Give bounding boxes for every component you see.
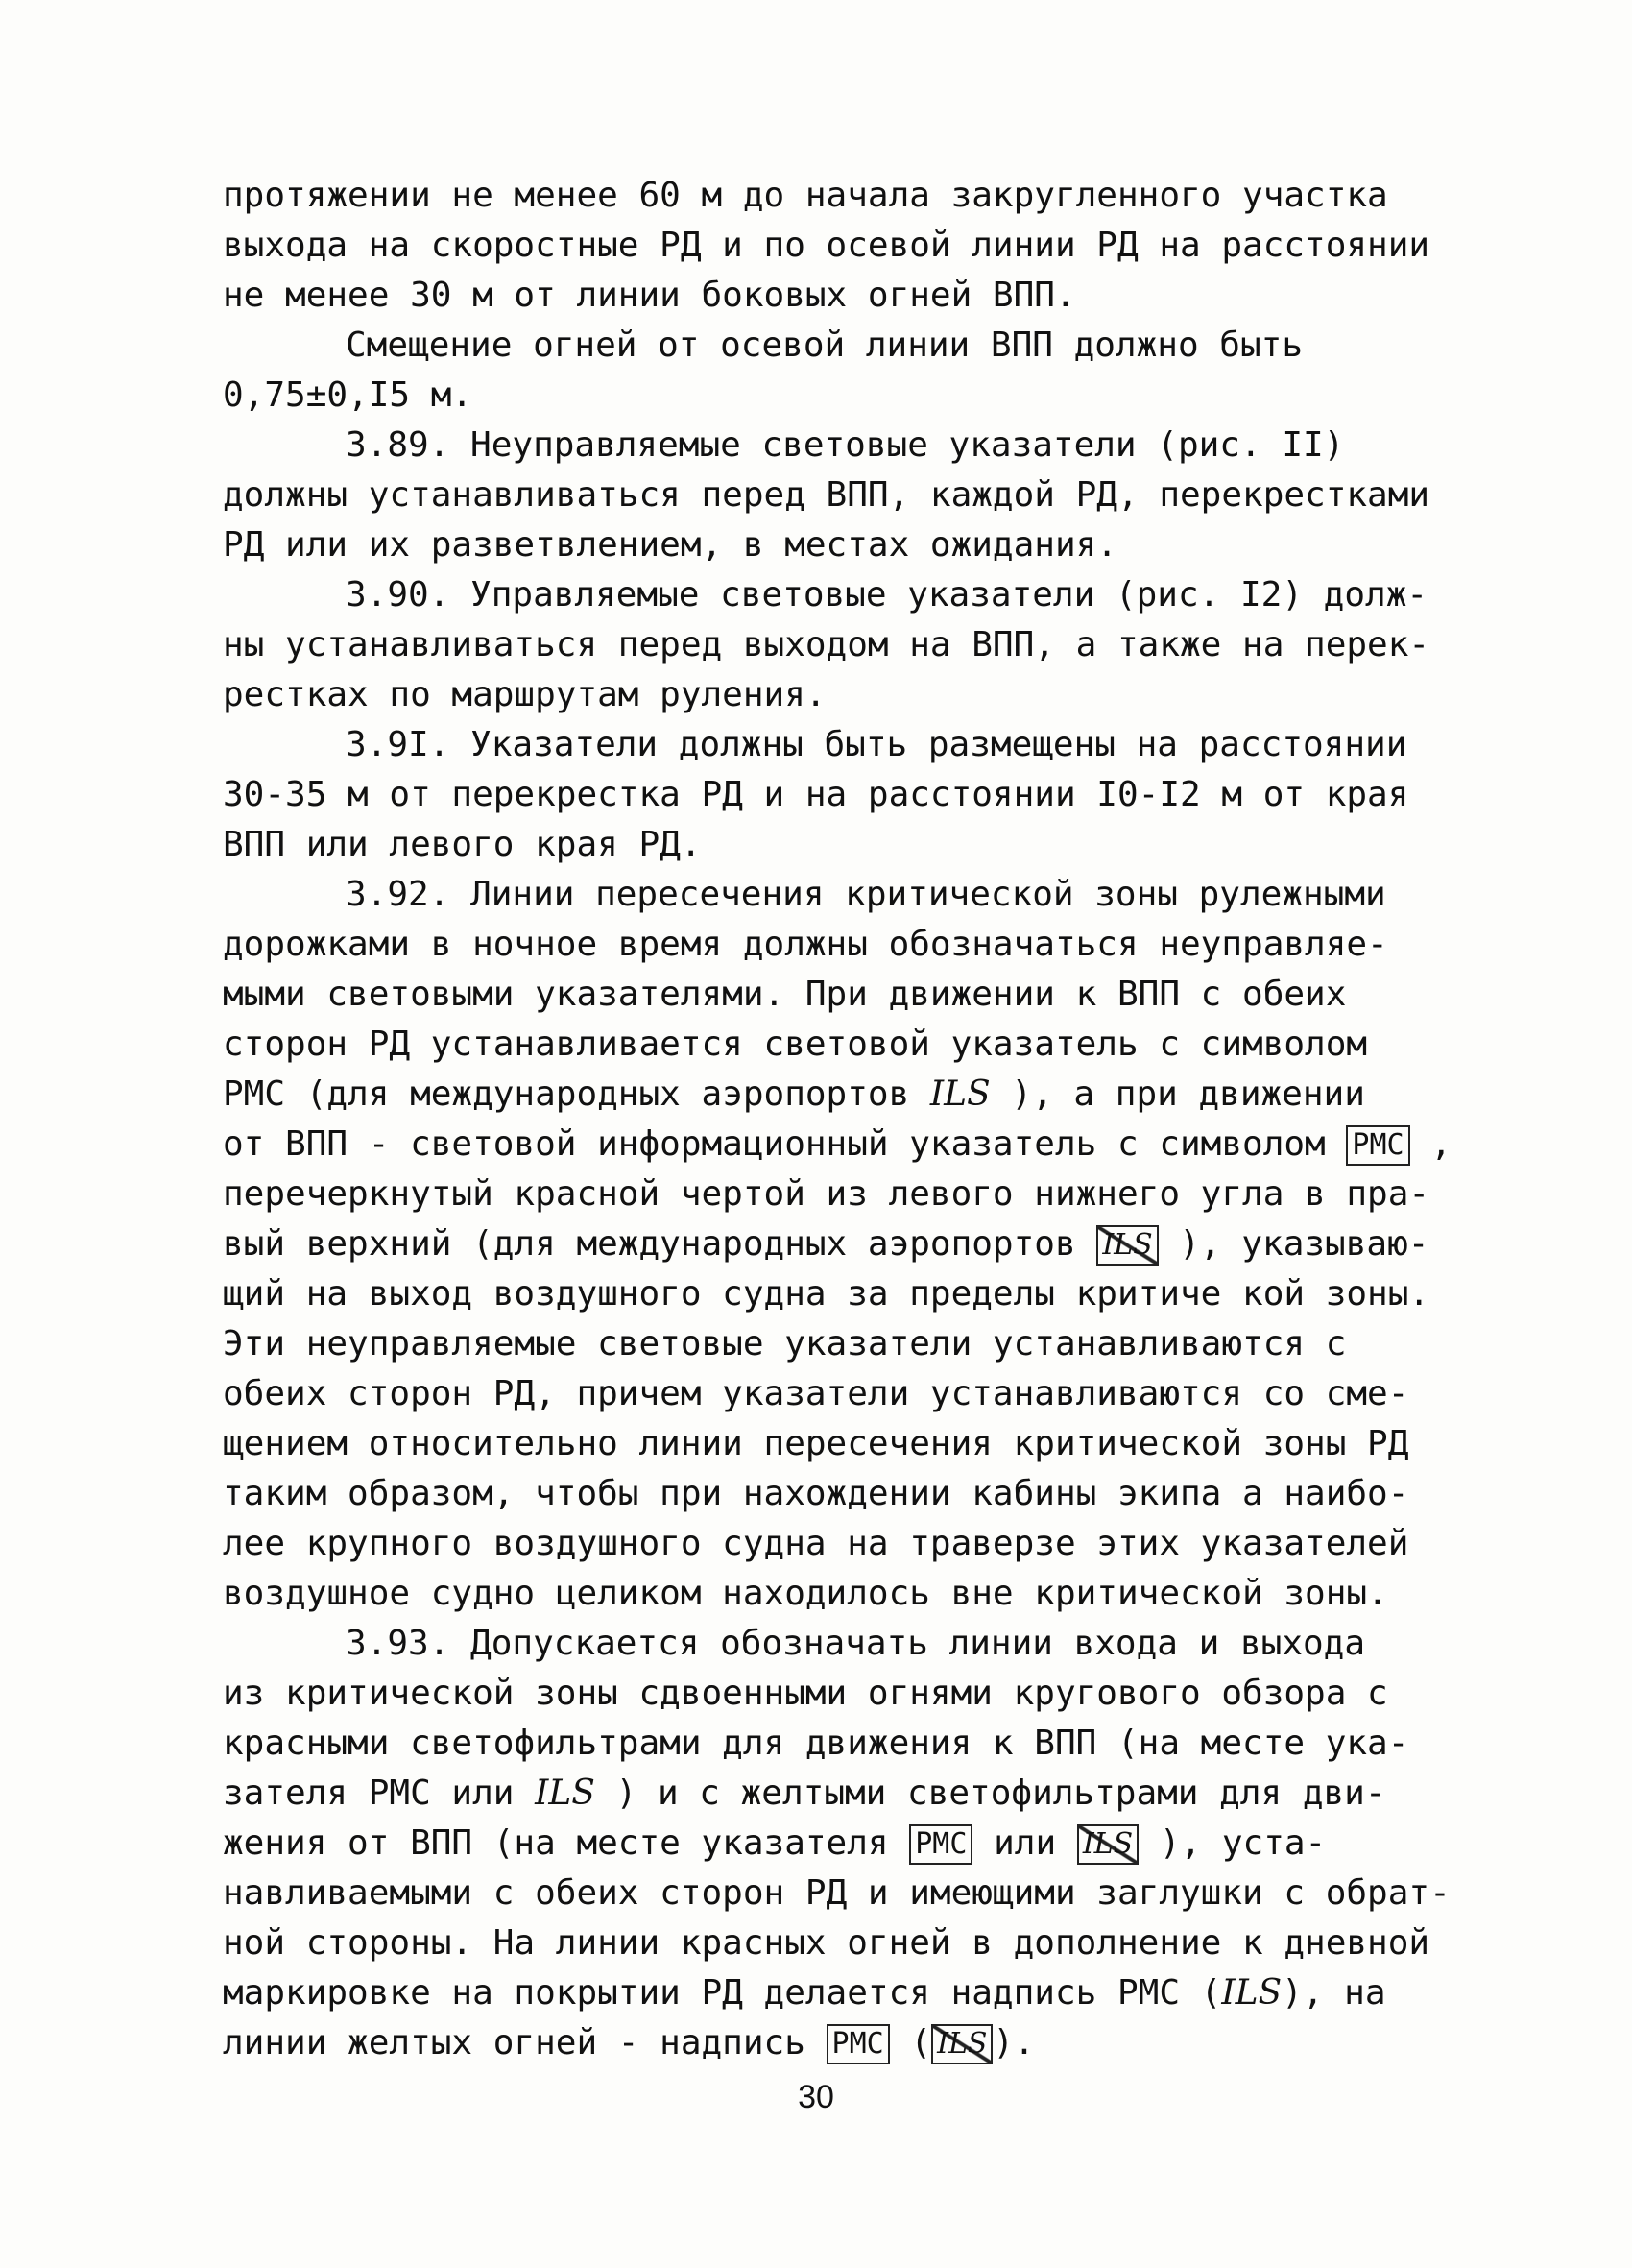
text-line: обеих сторон РД, причем указатели устанавливаются со сме- <box>223 1374 1409 1413</box>
paragraph-3-92: 3.92. Линии пересечения критической зоны рулежными <box>346 875 1386 914</box>
text-line: Эти неуправляемые световые указатели устанавливаются с <box>223 1324 1347 1363</box>
paragraph-3-93: 3.93. Допускается обозначать линии входа и выхода <box>346 1624 1366 1663</box>
paragraph-3-89: 3.89. Неуправляемые световые указатели (рис. II) <box>346 425 1345 465</box>
text-line: вый верхний (для международных аэропортов ILS ), указываю- <box>223 1224 1429 1264</box>
text-line: линии желтых огней - надпись РМС ( ILS ). <box>223 2023 1035 2063</box>
text-line: должны устанавливаться перед ВПП, каждой РД, перекрестками <box>223 475 1430 515</box>
ils-crossed-sign-box: ILS <box>1096 1225 1158 1266</box>
text-line: выхода на скоростные РД и по осевой линии РД на расстоянии <box>223 226 1430 265</box>
text-line: от ВПП - световой информационный указатель с символом РМС , <box>223 1124 1452 1164</box>
text-line: перечеркнутый красной чертой из левого нижнего угла в пра- <box>223 1174 1430 1214</box>
text-line: 0,75±0,I5 м. <box>223 375 473 415</box>
text-line: протяжении не менее 60 м до начала закругленного участка <box>223 176 1388 215</box>
body-text <box>223 171 1452 2068</box>
text-line: красными светофильтрами для движения к ВПП (на месте ука- <box>223 1724 1409 1763</box>
ils-symbol: ILS <box>1221 1973 1283 2013</box>
paragraph-3-90: 3.90. Управляемые световые указатели (рис. I2) долж- <box>346 575 1428 615</box>
page-number: 30 <box>798 2079 834 2115</box>
ils-crossed-sign-box: ILS <box>931 2024 993 2064</box>
text-line: ной стороны. На линии красных огней в дополнение к дневной <box>223 1923 1430 1963</box>
text-line: ны устанавливаться перед выходом на ВПП, а также на перек- <box>223 625 1430 664</box>
paragraph-3-91: 3.9I. Указатели должны быть размещены на расстоянии <box>346 725 1407 764</box>
ils-symbol: ILS <box>929 1074 991 1114</box>
text-line: воздушное судно целиком находилось вне критической зоны. <box>223 1574 1388 1613</box>
text-line: маркировке на покрытии РД делается надпись РМС (ILS), на <box>223 1973 1386 2013</box>
text-line: таким образом, чтобы при нахождении кабины экипа а наибо- <box>223 1474 1409 1513</box>
text-line: мыми световыми указателями. При движении к ВПП с обеих <box>223 975 1347 1014</box>
text-line: зателя РМС или ILS ) и с желтыми светофильтрами для дви- <box>223 1773 1386 1813</box>
ils-crossed-sign-box: ILS <box>1077 1824 1139 1865</box>
text-line: щением относительно линии пересечения критической зоны РД <box>223 1424 1409 1463</box>
text-line: Смещение огней от осевой линии ВПП должно быть <box>346 326 1303 365</box>
text-line: ВПП или левого края РД. <box>223 825 702 864</box>
text-line: жения от ВПП (на месте указателя РМС или ILS ), уста- <box>223 1823 1327 1863</box>
text-line: РД или их разветвлением, в местах ожидания. <box>223 525 1117 565</box>
text-line: не менее 30 м от линии боковых огней ВПП. <box>223 276 1076 315</box>
rms-sign-box: РМС <box>1346 1125 1409 1166</box>
text-line: 30-35 м от перекрестка РД и на расстоянии I0-I2 м от края <box>223 775 1409 814</box>
text-line: щий на выход воздушного судна за пределы критиче кой зоны. <box>223 1274 1430 1314</box>
text-line: навливаемыми с обеих сторон РД и имеющими заглушки с обрат- <box>223 1873 1451 1913</box>
text-line: дорожками в ночное время должны обозначаться неуправляе- <box>223 925 1388 964</box>
text-line: лее крупного воздушного судна на траверзе этих указателей <box>223 1524 1409 1563</box>
rms-sign-box: РМС <box>909 1824 972 1865</box>
text-line: из критической зоны сдвоенными огнями кругового обзора с <box>223 1674 1388 1713</box>
text-line: рестках по маршрутам руления. <box>223 675 827 714</box>
ils-symbol: ILS <box>535 1773 595 1813</box>
text-line: сторон РД устанавливается световой указатель с символом <box>223 1025 1368 1064</box>
text-line: РМС (для международных аэропортов ILS ), а при движении <box>223 1074 1365 1114</box>
rms-sign-box: РМС <box>827 2024 890 2064</box>
